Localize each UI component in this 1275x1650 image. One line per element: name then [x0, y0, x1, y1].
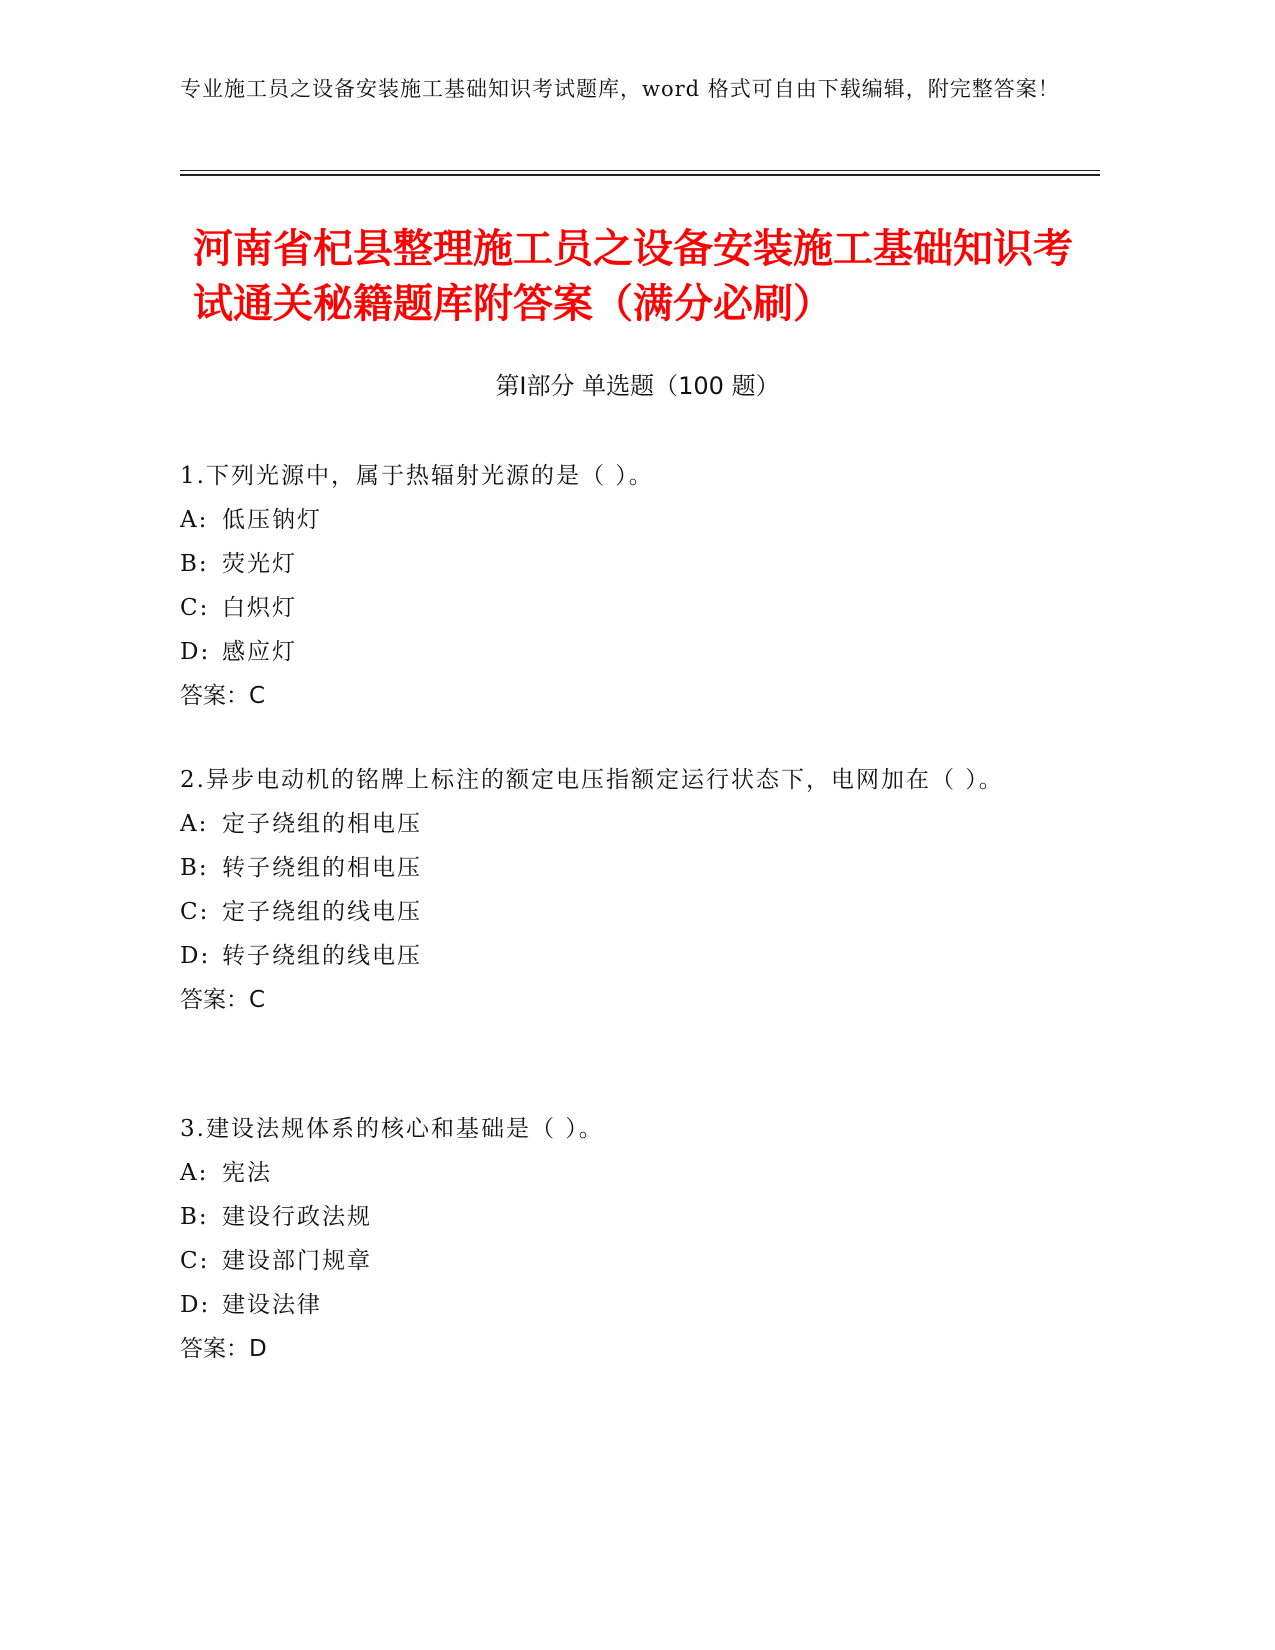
option-c — [180, 586, 1060, 630]
question-text: 3.建设法规体系的核心和基础是（ ）。 — [180, 1116, 604, 1142]
question-text: 1.下列光源中，属于热辐射光源的是（ ）。 — [180, 463, 654, 489]
option-d — [180, 1283, 1060, 1327]
answer: 答案：D — [180, 1336, 267, 1362]
option-c — [180, 890, 1060, 934]
option-letter: D: — [180, 943, 211, 969]
header-divider-thin — [180, 170, 1100, 171]
question-1 — [180, 454, 1060, 718]
option-text: 白炽灯 — [222, 595, 297, 621]
option-text: 荧光灯 — [222, 551, 297, 577]
header-divider-thick — [180, 174, 1100, 176]
document-title: 河南省杞县整理施工员之设备安装施工基础知识考试通关秘籍题库附答案（满分必刷） — [193, 226, 1073, 327]
answer: 答案：C — [180, 683, 266, 709]
option-text: 转子绕组的线电压 — [222, 943, 422, 969]
option-letter: A: — [180, 811, 209, 837]
option-a — [180, 802, 1060, 846]
option-letter: C: — [180, 899, 210, 925]
option-text: 定子绕组的线电压 — [222, 899, 422, 925]
option-letter: D: — [180, 639, 211, 665]
option-letter: B: — [180, 551, 209, 577]
header-note: 专业施工员之设备安装施工基础知识考试题库，word 格式可自由下载编辑，附完整答案！ — [180, 77, 1060, 101]
option-d — [180, 630, 1060, 674]
option-letter: A: — [180, 1160, 209, 1186]
option-letter: C: — [180, 595, 210, 621]
question-text: 2.异步电动机的铭牌上标注的额定电压指额定运行状态下，电网加在（ ）。 — [180, 767, 1004, 793]
option-b — [180, 1195, 1060, 1239]
question-3 — [180, 1107, 1060, 1371]
option-a — [180, 1151, 1060, 1195]
option-text: 低压钠灯 — [222, 507, 322, 533]
option-d — [180, 934, 1060, 978]
option-text: 建设部门规章 — [222, 1248, 372, 1274]
answer: 答案：C — [180, 987, 266, 1013]
section-title: 第Ⅰ部分 单选题（100 题） — [495, 372, 780, 400]
option-letter: A: — [180, 507, 209, 533]
option-text: 转子绕组的相电压 — [222, 855, 422, 881]
option-text: 建设法律 — [222, 1292, 322, 1318]
option-letter: C: — [180, 1248, 210, 1274]
option-letter: B: — [180, 855, 209, 881]
option-text: 感应灯 — [222, 639, 297, 665]
option-c — [180, 1239, 1060, 1283]
option-b — [180, 542, 1060, 586]
option-text: 定子绕组的相电压 — [222, 811, 422, 837]
option-a — [180, 498, 1060, 542]
option-letter: D: — [180, 1292, 211, 1318]
option-text: 建设行政法规 — [222, 1204, 372, 1230]
question-2 — [180, 758, 1060, 1022]
option-b — [180, 846, 1060, 890]
option-letter: B: — [180, 1204, 209, 1230]
option-text: 宪法 — [222, 1160, 272, 1186]
